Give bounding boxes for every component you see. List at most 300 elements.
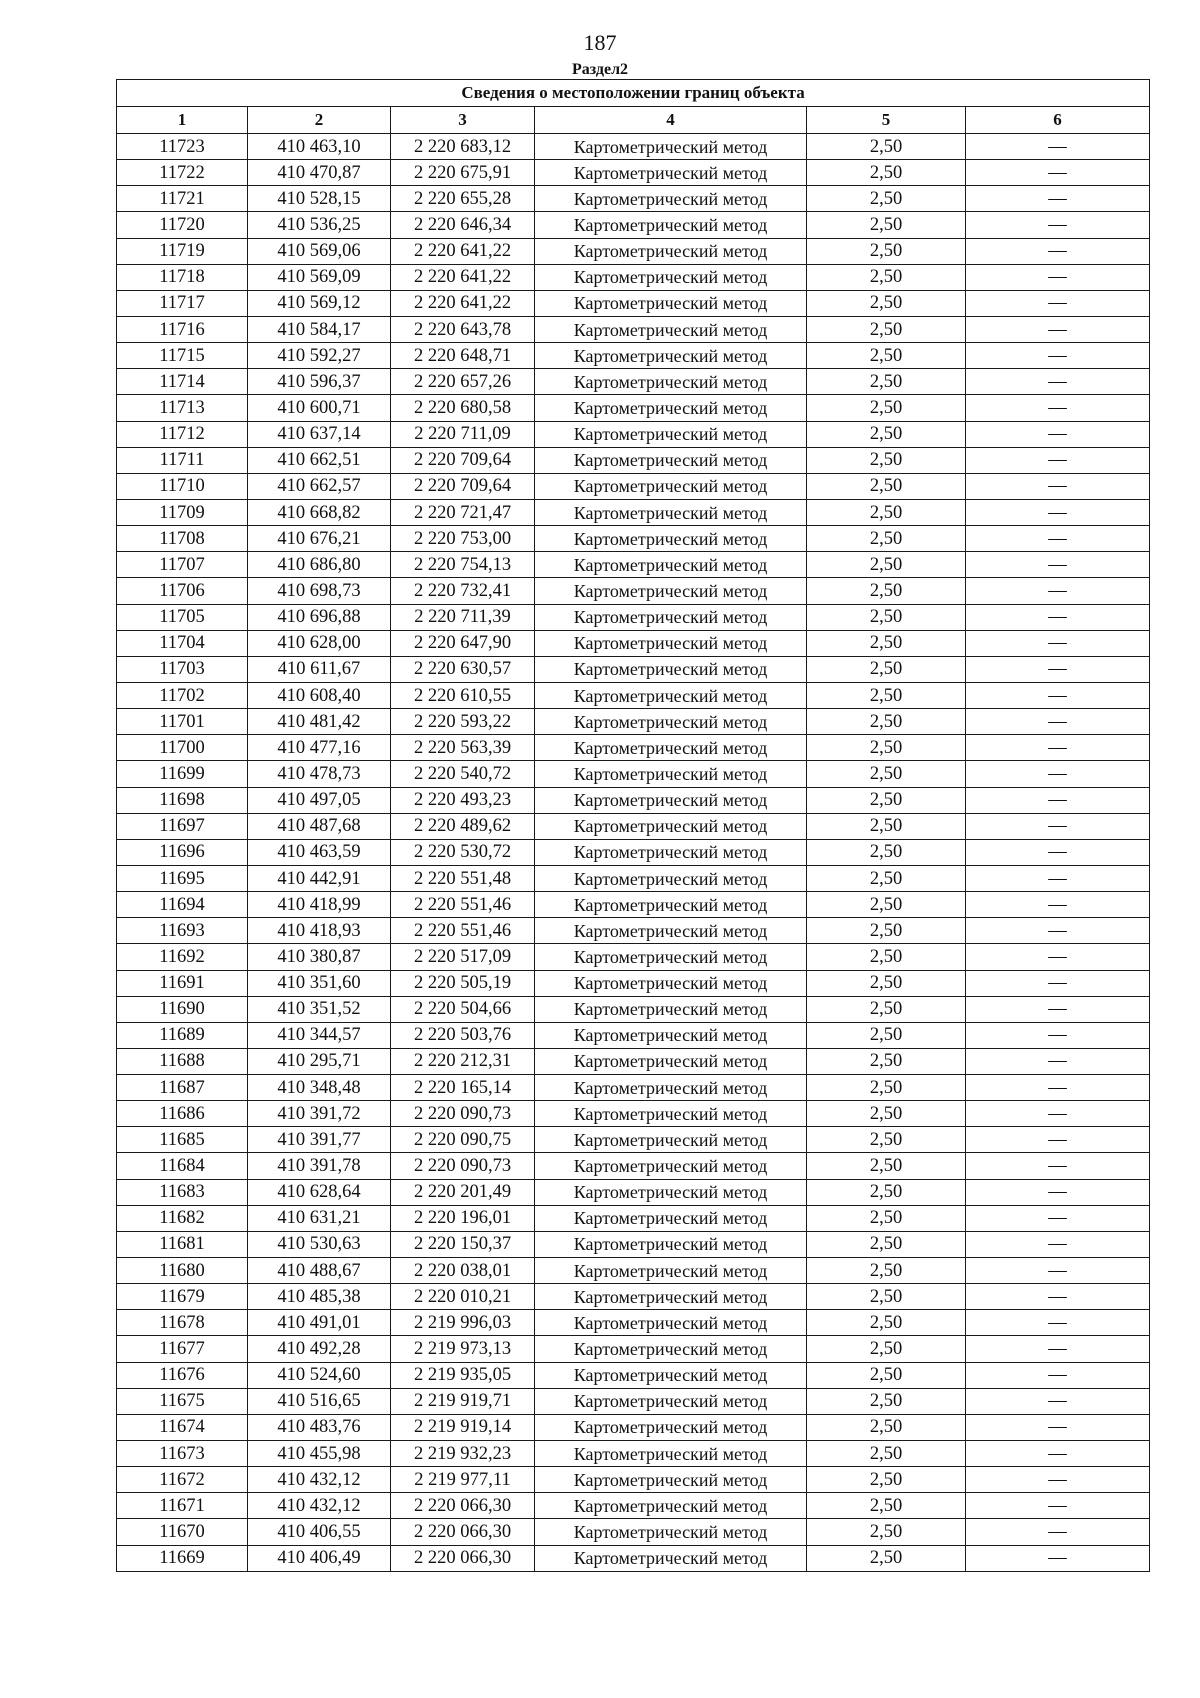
x-coordinate-cell: 410 487,68: [248, 813, 391, 839]
y-coordinate-cell: 2 220 038,01: [391, 1258, 535, 1284]
description-cell: —: [966, 787, 1150, 813]
accuracy-cell: 2,50: [807, 1414, 966, 1440]
accuracy-cell: 2,50: [807, 1467, 966, 1493]
accuracy-cell: 2,50: [807, 290, 966, 316]
method-cell: Картометрический метод: [535, 1545, 807, 1571]
description-cell: —: [966, 578, 1150, 604]
description-cell: —: [966, 1310, 1150, 1336]
x-coordinate-cell: 410 391,78: [248, 1153, 391, 1179]
y-coordinate-cell: 2 220 648,71: [391, 343, 535, 369]
x-coordinate-cell: 410 380,87: [248, 944, 391, 970]
description-cell: —: [966, 1258, 1150, 1284]
accuracy-cell: 2,50: [807, 604, 966, 630]
description-cell: —: [966, 1231, 1150, 1257]
y-coordinate-cell: 2 220 646,34: [391, 212, 535, 238]
y-coordinate-cell: 2 220 517,09: [391, 944, 535, 970]
point-number-cell: 11707: [117, 552, 248, 578]
x-coordinate-cell: 410 483,76: [248, 1414, 391, 1440]
point-number-cell: 11693: [117, 918, 248, 944]
accuracy-cell: 2,50: [807, 1310, 966, 1336]
description-cell: —: [966, 892, 1150, 918]
y-coordinate-cell: 2 220 753,00: [391, 526, 535, 552]
point-number-cell: 11716: [117, 316, 248, 342]
accuracy-cell: 2,50: [807, 813, 966, 839]
accuracy-cell: 2,50: [807, 1519, 966, 1545]
method-cell: Картометрический метод: [535, 1441, 807, 1467]
description-cell: —: [966, 1153, 1150, 1179]
section-title: Раздел2: [571, 61, 629, 78]
y-coordinate-cell: 2 220 212,31: [391, 1048, 535, 1074]
point-number-cell: 11715: [117, 343, 248, 369]
method-cell: Картометрический метод: [535, 839, 807, 865]
method-cell: Картометрический метод: [535, 865, 807, 891]
method-cell: Картометрический метод: [535, 499, 807, 525]
accuracy-cell: 2,50: [807, 1022, 966, 1048]
method-cell: Картометрический метод: [535, 630, 807, 656]
description-cell: —: [966, 1493, 1150, 1519]
point-number-cell: 11689: [117, 1022, 248, 1048]
description-cell: —: [966, 630, 1150, 656]
y-coordinate-cell: 2 220 721,47: [391, 499, 535, 525]
table-row: [117, 1153, 1150, 1179]
description-cell: —: [966, 761, 1150, 787]
point-number-cell: 11671: [117, 1493, 248, 1519]
point-number-cell: 11712: [117, 421, 248, 447]
accuracy-cell: 2,50: [807, 1101, 966, 1127]
accuracy-cell: 2,50: [807, 1075, 966, 1101]
accuracy-cell: 2,50: [807, 1545, 966, 1571]
description-cell: —: [966, 1545, 1150, 1571]
description-cell: —: [966, 212, 1150, 238]
x-coordinate-cell: 410 477,16: [248, 735, 391, 761]
x-coordinate-cell: 410 442,91: [248, 865, 391, 891]
accuracy-cell: 2,50: [807, 682, 966, 708]
column-header-3: 3: [391, 107, 535, 134]
y-coordinate-cell: 2 220 530,72: [391, 839, 535, 865]
x-coordinate-cell: 410 497,05: [248, 787, 391, 813]
method-cell: Картометрический метод: [535, 1075, 807, 1101]
table-row: [117, 1545, 1150, 1571]
accuracy-cell: 2,50: [807, 212, 966, 238]
point-number-cell: 11674: [117, 1414, 248, 1440]
method-cell: Картометрический метод: [535, 604, 807, 630]
point-number-cell: 11709: [117, 499, 248, 525]
method-cell: Картометрический метод: [535, 656, 807, 682]
accuracy-cell: 2,50: [807, 1493, 966, 1519]
table-row: [117, 395, 1150, 421]
method-cell: Картометрический метод: [535, 918, 807, 944]
boundary-coordinates-table: [116, 79, 1150, 1572]
table-row: [117, 1048, 1150, 1074]
accuracy-cell: 2,50: [807, 160, 966, 186]
table-row: [117, 892, 1150, 918]
method-cell: Картометрический метод: [535, 1467, 807, 1493]
method-cell: Картометрический метод: [535, 1048, 807, 1074]
y-coordinate-cell: 2 220 709,64: [391, 473, 535, 499]
method-cell: Картометрический метод: [535, 1231, 807, 1257]
column-header-4: 4: [535, 107, 807, 134]
description-cell: —: [966, 865, 1150, 891]
accuracy-cell: 2,50: [807, 761, 966, 787]
method-cell: Картометрический метод: [535, 1284, 807, 1310]
x-coordinate-cell: 410 418,93: [248, 918, 391, 944]
x-coordinate-cell: 410 696,88: [248, 604, 391, 630]
y-coordinate-cell: 2 220 630,57: [391, 656, 535, 682]
table-row: [117, 1310, 1150, 1336]
description-cell: —: [966, 160, 1150, 186]
y-coordinate-cell: 2 220 090,73: [391, 1101, 535, 1127]
description-cell: —: [966, 1179, 1150, 1205]
table-row: [117, 1441, 1150, 1467]
description-cell: —: [966, 1467, 1150, 1493]
description-cell: —: [966, 134, 1150, 160]
method-cell: Картометрический метод: [535, 996, 807, 1022]
point-number-cell: 11708: [117, 526, 248, 552]
table-row: [117, 526, 1150, 552]
column-header-1: 1: [117, 107, 248, 134]
x-coordinate-cell: 410 528,15: [248, 186, 391, 212]
point-number-cell: 11680: [117, 1258, 248, 1284]
description-cell: —: [966, 1022, 1150, 1048]
table-row: [117, 186, 1150, 212]
x-coordinate-cell: 410 485,38: [248, 1284, 391, 1310]
point-number-cell: 11670: [117, 1519, 248, 1545]
table-row: [117, 473, 1150, 499]
x-coordinate-cell: 410 391,77: [248, 1127, 391, 1153]
method-cell: Картометрический метод: [535, 970, 807, 996]
table-row: [117, 343, 1150, 369]
y-coordinate-cell: 2 220 610,55: [391, 682, 535, 708]
y-coordinate-cell: 2 219 919,14: [391, 1414, 535, 1440]
point-number-cell: 11723: [117, 134, 248, 160]
description-cell: —: [966, 186, 1150, 212]
accuracy-cell: 2,50: [807, 970, 966, 996]
table-row: [117, 1284, 1150, 1310]
accuracy-cell: 2,50: [807, 1388, 966, 1414]
y-coordinate-cell: 2 220 647,90: [391, 630, 535, 656]
method-cell: Картометрический метод: [535, 709, 807, 735]
point-number-cell: 11684: [117, 1153, 248, 1179]
accuracy-cell: 2,50: [807, 892, 966, 918]
point-number-cell: 11719: [117, 238, 248, 264]
accuracy-cell: 2,50: [807, 1127, 966, 1153]
description-cell: —: [966, 316, 1150, 342]
description-cell: —: [966, 996, 1150, 1022]
table-caption-row: [117, 80, 1150, 107]
point-number-cell: 11675: [117, 1388, 248, 1414]
x-coordinate-cell: 410 344,57: [248, 1022, 391, 1048]
table-row: [117, 1205, 1150, 1231]
description-cell: —: [966, 1441, 1150, 1467]
y-coordinate-cell: 2 219 919,71: [391, 1388, 535, 1414]
point-number-cell: 11686: [117, 1101, 248, 1127]
x-coordinate-cell: 410 432,12: [248, 1493, 391, 1519]
table-row: [117, 1388, 1150, 1414]
description-cell: —: [966, 604, 1150, 630]
point-number-cell: 11706: [117, 578, 248, 604]
point-number-cell: 11710: [117, 473, 248, 499]
y-coordinate-cell: 2 220 551,48: [391, 865, 535, 891]
x-coordinate-cell: 410 592,27: [248, 343, 391, 369]
point-number-cell: 11700: [117, 735, 248, 761]
method-cell: Картометрический метод: [535, 787, 807, 813]
accuracy-cell: 2,50: [807, 238, 966, 264]
x-coordinate-cell: 410 569,06: [248, 238, 391, 264]
table-caption: Сведения о местоположении границ объекта: [117, 80, 1150, 107]
table-row: [117, 813, 1150, 839]
description-cell: —: [966, 447, 1150, 473]
method-cell: Картометрический метод: [535, 1179, 807, 1205]
table-row: [117, 212, 1150, 238]
accuracy-cell: 2,50: [807, 343, 966, 369]
y-coordinate-cell: 2 220 165,14: [391, 1075, 535, 1101]
x-coordinate-cell: 410 406,49: [248, 1545, 391, 1571]
y-coordinate-cell: 2 220 503,76: [391, 1022, 535, 1048]
description-cell: —: [966, 343, 1150, 369]
y-coordinate-cell: 2 220 563,39: [391, 735, 535, 761]
table-row: [117, 944, 1150, 970]
method-cell: Картометрический метод: [535, 1258, 807, 1284]
x-coordinate-cell: 410 524,60: [248, 1362, 391, 1388]
table-row: [117, 865, 1150, 891]
accuracy-cell: 2,50: [807, 134, 966, 160]
accuracy-cell: 2,50: [807, 944, 966, 970]
table-row: [117, 160, 1150, 186]
point-number-cell: 11701: [117, 709, 248, 735]
x-coordinate-cell: 410 432,12: [248, 1467, 391, 1493]
point-number-cell: 11690: [117, 996, 248, 1022]
table-row: [117, 787, 1150, 813]
point-number-cell: 11673: [117, 1441, 248, 1467]
y-coordinate-cell: 2 220 504,66: [391, 996, 535, 1022]
point-number-cell: 11688: [117, 1048, 248, 1074]
accuracy-cell: 2,50: [807, 421, 966, 447]
method-cell: Картометрический метод: [535, 578, 807, 604]
accuracy-cell: 2,50: [807, 630, 966, 656]
method-cell: Картометрический метод: [535, 944, 807, 970]
x-coordinate-cell: 410 628,64: [248, 1179, 391, 1205]
x-coordinate-cell: 410 463,10: [248, 134, 391, 160]
x-coordinate-cell: 410 536,25: [248, 212, 391, 238]
y-coordinate-cell: 2 220 711,09: [391, 421, 535, 447]
x-coordinate-cell: 410 478,73: [248, 761, 391, 787]
table-row: [117, 238, 1150, 264]
x-coordinate-cell: 410 662,57: [248, 473, 391, 499]
point-number-cell: 11720: [117, 212, 248, 238]
method-cell: Картометрический метод: [535, 1101, 807, 1127]
table-row: [117, 1101, 1150, 1127]
point-number-cell: 11697: [117, 813, 248, 839]
y-coordinate-cell: 2 220 675,91: [391, 160, 535, 186]
table-row: [117, 918, 1150, 944]
table-row: [117, 709, 1150, 735]
description-cell: —: [966, 369, 1150, 395]
description-cell: —: [966, 264, 1150, 290]
y-coordinate-cell: 2 220 493,23: [391, 787, 535, 813]
table-row: [117, 447, 1150, 473]
x-coordinate-cell: 410 530,63: [248, 1231, 391, 1257]
y-coordinate-cell: 2 220 709,64: [391, 447, 535, 473]
description-cell: —: [966, 1362, 1150, 1388]
description-cell: —: [966, 918, 1150, 944]
y-coordinate-cell: 2 219 996,03: [391, 1310, 535, 1336]
table-row: [117, 578, 1150, 604]
y-coordinate-cell: 2 219 977,11: [391, 1467, 535, 1493]
method-cell: Картометрический метод: [535, 892, 807, 918]
accuracy-cell: 2,50: [807, 578, 966, 604]
table-row: [117, 1075, 1150, 1101]
method-cell: Картометрический метод: [535, 761, 807, 787]
x-coordinate-cell: 410 295,71: [248, 1048, 391, 1074]
x-coordinate-cell: 410 668,82: [248, 499, 391, 525]
point-number-cell: 11678: [117, 1310, 248, 1336]
table-row: [117, 1493, 1150, 1519]
table-row: [117, 996, 1150, 1022]
point-number-cell: 11679: [117, 1284, 248, 1310]
method-cell: Картометрический метод: [535, 1022, 807, 1048]
point-number-cell: 11672: [117, 1467, 248, 1493]
accuracy-cell: 2,50: [807, 526, 966, 552]
y-coordinate-cell: 2 220 066,30: [391, 1545, 535, 1571]
description-cell: —: [966, 526, 1150, 552]
table-row: [117, 1179, 1150, 1205]
table-row: [117, 682, 1150, 708]
x-coordinate-cell: 410 406,55: [248, 1519, 391, 1545]
table-row: [117, 735, 1150, 761]
accuracy-cell: 2,50: [807, 787, 966, 813]
description-cell: —: [966, 1388, 1150, 1414]
description-cell: —: [966, 682, 1150, 708]
method-cell: Картометрический метод: [535, 1205, 807, 1231]
table-row: [117, 134, 1150, 160]
description-cell: —: [966, 1519, 1150, 1545]
description-cell: —: [966, 1127, 1150, 1153]
accuracy-cell: 2,50: [807, 473, 966, 499]
y-coordinate-cell: 2 220 732,41: [391, 578, 535, 604]
x-coordinate-cell: 410 596,37: [248, 369, 391, 395]
point-number-cell: 11681: [117, 1231, 248, 1257]
y-coordinate-cell: 2 220 641,22: [391, 264, 535, 290]
description-cell: —: [966, 499, 1150, 525]
x-coordinate-cell: 410 628,00: [248, 630, 391, 656]
point-number-cell: 11722: [117, 160, 248, 186]
y-coordinate-cell: 2 220 540,72: [391, 761, 535, 787]
table-row: [117, 1231, 1150, 1257]
table-row: [117, 1519, 1150, 1545]
accuracy-cell: 2,50: [807, 1048, 966, 1074]
accuracy-cell: 2,50: [807, 1362, 966, 1388]
description-cell: —: [966, 970, 1150, 996]
y-coordinate-cell: 2 220 657,26: [391, 369, 535, 395]
accuracy-cell: 2,50: [807, 447, 966, 473]
y-coordinate-cell: 2 219 932,23: [391, 1441, 535, 1467]
method-cell: Картометрический метод: [535, 1493, 807, 1519]
description-cell: —: [966, 656, 1150, 682]
x-coordinate-cell: 410 608,40: [248, 682, 391, 708]
accuracy-cell: 2,50: [807, 1284, 966, 1310]
accuracy-cell: 2,50: [807, 709, 966, 735]
column-header-6: 6: [966, 107, 1150, 134]
description-cell: —: [966, 1205, 1150, 1231]
table-body: [117, 134, 1150, 1572]
point-number-cell: 11704: [117, 630, 248, 656]
y-coordinate-cell: 2 220 551,46: [391, 918, 535, 944]
x-coordinate-cell: 410 662,51: [248, 447, 391, 473]
x-coordinate-cell: 410 470,87: [248, 160, 391, 186]
accuracy-cell: 2,50: [807, 1258, 966, 1284]
method-cell: Картометрический метод: [535, 526, 807, 552]
y-coordinate-cell: 2 220 680,58: [391, 395, 535, 421]
x-coordinate-cell: 410 686,80: [248, 552, 391, 578]
y-coordinate-cell: 2 220 201,49: [391, 1179, 535, 1205]
description-cell: —: [966, 839, 1150, 865]
table-row: [117, 630, 1150, 656]
point-number-cell: 11718: [117, 264, 248, 290]
x-coordinate-cell: 410 631,21: [248, 1205, 391, 1231]
column-header-2: 2: [248, 107, 391, 134]
y-coordinate-cell: 2 220 641,22: [391, 290, 535, 316]
table-row: [117, 970, 1150, 996]
method-cell: Картометрический метод: [535, 1519, 807, 1545]
accuracy-cell: 2,50: [807, 552, 966, 578]
point-number-cell: 11702: [117, 682, 248, 708]
x-coordinate-cell: 410 418,99: [248, 892, 391, 918]
table-header-row: [117, 107, 1150, 134]
method-cell: Картометрический метод: [535, 369, 807, 395]
table-row: [117, 421, 1150, 447]
accuracy-cell: 2,50: [807, 369, 966, 395]
x-coordinate-cell: 410 637,14: [248, 421, 391, 447]
point-number-cell: 11677: [117, 1336, 248, 1362]
method-cell: Картометрический метод: [535, 1414, 807, 1440]
point-number-cell: 11699: [117, 761, 248, 787]
description-cell: —: [966, 735, 1150, 761]
method-cell: Картометрический метод: [535, 1310, 807, 1336]
x-coordinate-cell: 410 569,12: [248, 290, 391, 316]
point-number-cell: 11682: [117, 1205, 248, 1231]
method-cell: Картометрический метод: [535, 343, 807, 369]
point-number-cell: 11692: [117, 944, 248, 970]
accuracy-cell: 2,50: [807, 656, 966, 682]
table-row: [117, 1022, 1150, 1048]
x-coordinate-cell: 410 516,65: [248, 1388, 391, 1414]
accuracy-cell: 2,50: [807, 918, 966, 944]
method-cell: Картометрический метод: [535, 134, 807, 160]
x-coordinate-cell: 410 348,48: [248, 1075, 391, 1101]
accuracy-cell: 2,50: [807, 316, 966, 342]
x-coordinate-cell: 410 611,67: [248, 656, 391, 682]
method-cell: Картометрический метод: [535, 473, 807, 499]
method-cell: Картометрический метод: [535, 735, 807, 761]
table-row: [117, 1258, 1150, 1284]
description-cell: —: [966, 1048, 1150, 1074]
method-cell: Картометрический метод: [535, 682, 807, 708]
y-coordinate-cell: 2 220 505,19: [391, 970, 535, 996]
point-number-cell: 11711: [117, 447, 248, 473]
accuracy-cell: 2,50: [807, 1153, 966, 1179]
y-coordinate-cell: 2 220 683,12: [391, 134, 535, 160]
method-cell: Картометрический метод: [535, 395, 807, 421]
y-coordinate-cell: 2 220 150,37: [391, 1231, 535, 1257]
x-coordinate-cell: 410 492,28: [248, 1336, 391, 1362]
description-cell: —: [966, 1075, 1150, 1101]
y-coordinate-cell: 2 219 935,05: [391, 1362, 535, 1388]
x-coordinate-cell: 410 455,98: [248, 1441, 391, 1467]
x-coordinate-cell: 410 569,09: [248, 264, 391, 290]
method-cell: Картометрический метод: [535, 1127, 807, 1153]
method-cell: Картометрический метод: [535, 264, 807, 290]
method-cell: Картометрический метод: [535, 552, 807, 578]
